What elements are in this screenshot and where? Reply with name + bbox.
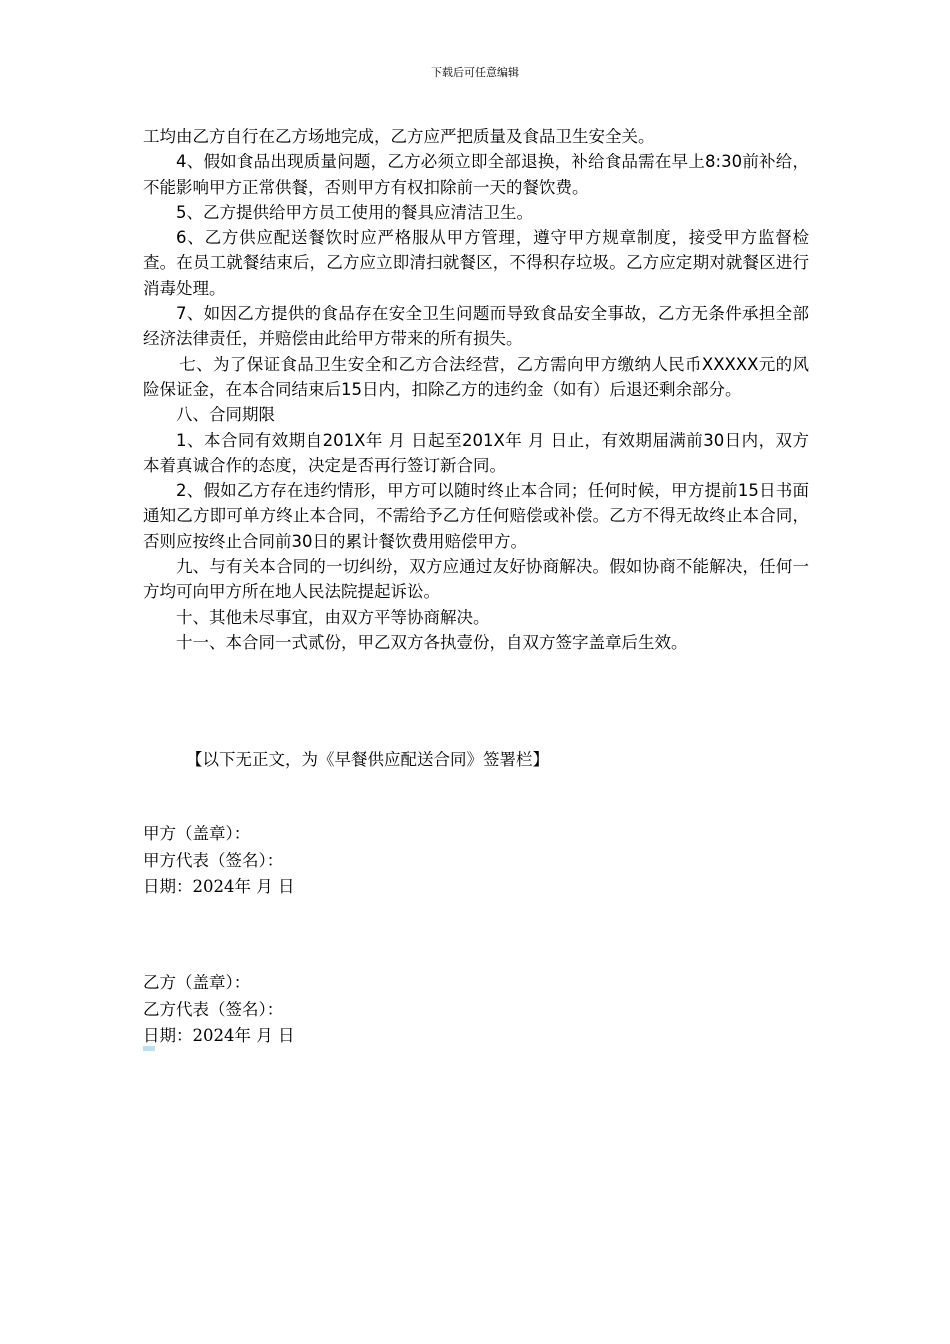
clause-4: 4、假如食品出现质量问题，乙方必须立即全部退换，补给食品需在早上8:30前补给，不能影响甲方正常供餐，否则甲方有权扣除前一天的餐饮费。 xyxy=(143,152,809,197)
party-b-representative-line: 乙方代表（签名）： xyxy=(143,999,284,1019)
term-clause-1: 1、本合同有效期自201X年 月 日起至201X年 月 日止，有效期届满前30日内，双方本着真诚合作的态度，决定是否再行签订新合同。 xyxy=(143,430,809,475)
clause-6: 6、乙方供应配送餐饮时应严格服从甲方管理，遵守甲方规章制度，接受甲方监督检查。在员工就餐结束后，乙方应立即清扫就餐区，不得积存垃圾。乙方应定期对就餐区进行消毒处理。 xyxy=(143,228,809,298)
section-8-heading: 八、合同期限 xyxy=(176,405,275,425)
section-9-disputes: 九、与有关本合同的一切纠纷，双方应通过友好协商解决。假如协商不能解决，任何一方均可向甲方所在地人民法院提起诉讼。 xyxy=(143,557,809,602)
page-header-note: 下载后可任意编辑 xyxy=(431,66,519,79)
section-10-other: 十、其他未尽事宜，由双方平等协商解决。 xyxy=(176,607,490,627)
party-a-date-line: 日期：2024年 月 日 xyxy=(143,877,295,896)
section-11-copies: 十一、本合同一式贰份，甲乙双方各执壹份，自双方签字盖章后生效。 xyxy=(176,632,688,652)
signature-banner: 【以下无正文，为《早餐供应配送合同》签署栏】 xyxy=(186,750,549,769)
party-b-date-line: 日期：2024年 月 日 xyxy=(143,1026,295,1045)
clause-5: 5、乙方提供给甲方员工使用的餐具应清洁卫生。 xyxy=(176,202,533,222)
party-b-seal-line: 乙方（盖章）： xyxy=(143,973,251,992)
party-a-representative-line: 甲方代表（签名）： xyxy=(143,850,284,870)
party-a-signature-block xyxy=(143,821,294,901)
paragraph-continuation: 工均由乙方自行在乙方场地完成，乙方应严把质量及食品卫生安全关。 xyxy=(143,127,655,146)
section-7-deposit: 七、为了保证食品卫生安全和乙方合法经营，乙方需向甲方缴纳人民币XXXXX元的风险保证金，在本合同结束后15日内，扣除乙方的违约金（如有）后退还剩余部分。 xyxy=(143,354,809,399)
party-b-signature-block xyxy=(143,970,294,1050)
party-a-seal-line: 甲方（盖章）： xyxy=(143,824,251,843)
text-cursor-highlight[interactable] xyxy=(143,1046,155,1051)
clause-7: 7、如因乙方提供的食品存在安全卫生问题而导致食品安全事故，乙方无条件承担全部经济法律责任，并赔偿由此给甲方带来的所有损失。 xyxy=(143,304,809,349)
contract-body xyxy=(143,124,809,655)
term-clause-2: 2、假如乙方存在违约情形，甲方可以随时终止本合同；任何时候，甲方提前15日书面通知乙方即可单方终止本合同，不需给予乙方任何赔偿或补偿。乙方不得无故终止本合同，否则应按终止合同前30日的累计餐饮费用赔偿甲方。 xyxy=(143,481,809,551)
